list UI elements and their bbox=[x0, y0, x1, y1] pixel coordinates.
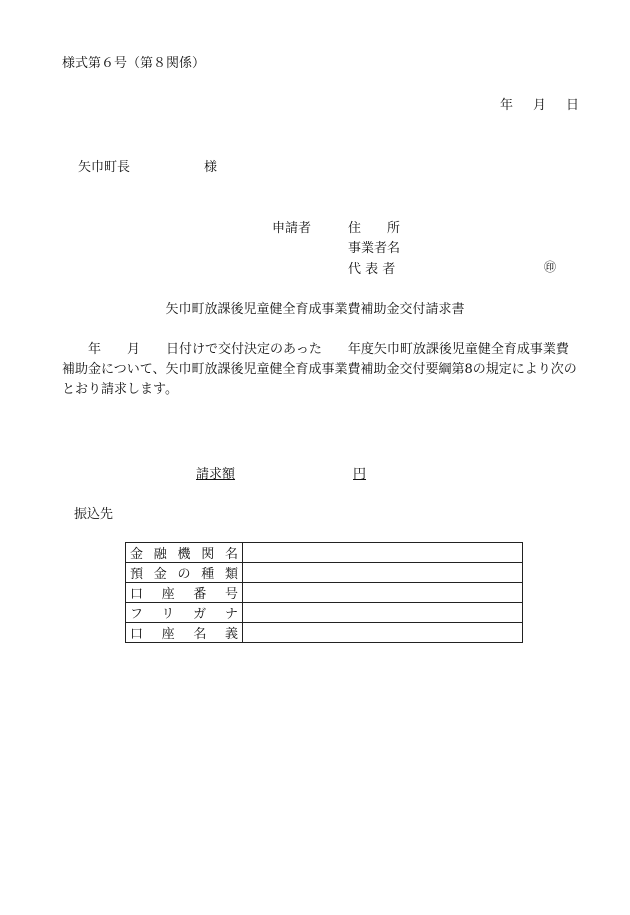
body-text: 年 月 日付けで交付決定のあった 年度矢巾町放課後児童健全育成事業費補助金について、矢巾町放課後児童健全育成事業費補助金交付要綱第8の規定により次のとおり請求します。 bbox=[62, 342, 577, 397]
bank-name-value[interactable] bbox=[243, 543, 523, 563]
transfer-label: 振込先 bbox=[74, 507, 114, 522]
table-row bbox=[126, 543, 523, 563]
claim-unit: 円 bbox=[353, 467, 367, 482]
date-year: 年 bbox=[500, 98, 514, 113]
claim-label: 請求額 bbox=[196, 467, 236, 482]
table-row bbox=[126, 603, 523, 623]
body-paragraph bbox=[62, 340, 578, 400]
date-day: 日 bbox=[566, 98, 580, 113]
account-type-value[interactable] bbox=[243, 563, 523, 583]
account-number-value[interactable] bbox=[243, 583, 523, 603]
table-row bbox=[126, 623, 523, 643]
table-row bbox=[126, 563, 523, 583]
address-label: 住 所 bbox=[348, 221, 401, 236]
representative-label: 代 表 者 bbox=[348, 262, 396, 277]
addressee-name: 矢巾町長 bbox=[78, 160, 131, 175]
business-name-label: 事業者名 bbox=[348, 241, 401, 256]
addressee bbox=[78, 156, 217, 175]
table-row bbox=[126, 583, 523, 603]
addressee-honorific: 様 bbox=[204, 160, 218, 175]
account-type-label: 預金の種類 bbox=[126, 563, 243, 583]
date-line bbox=[500, 94, 579, 113]
account-number-label: 口座番号 bbox=[126, 583, 243, 603]
furigana-label: フリガナ bbox=[126, 603, 243, 623]
document-title: 矢巾町放課後児童健全育成事業費補助金交付請求書 bbox=[165, 302, 465, 317]
form-number: 様式第６号（第８関係） bbox=[62, 56, 206, 71]
bank-name-label: 金融機関名 bbox=[126, 543, 243, 563]
furigana-value[interactable] bbox=[243, 603, 523, 623]
claim-amount bbox=[196, 463, 366, 482]
applicant-label: 申請者 bbox=[272, 221, 312, 236]
bank-info-table bbox=[125, 542, 523, 643]
seal-mark: ㊞ bbox=[544, 260, 557, 274]
account-holder-value[interactable] bbox=[243, 623, 523, 643]
account-holder-label: 口座名義 bbox=[126, 623, 243, 643]
date-month: 月 bbox=[533, 98, 547, 113]
